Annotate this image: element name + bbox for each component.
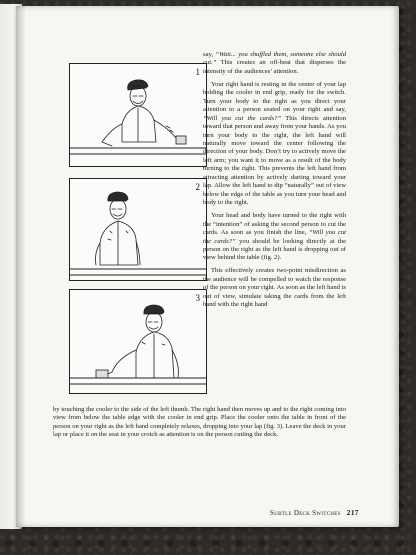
paragraph-4-continued: by touching the cooler to the side of the left thumb. The right hand then moves up and to the right coming into view from below the table edge with the cooler in end grip. Place the cooler onto the table in front of the person on your right as the left hand completely relaxes, dropping into your lap (fig. 3). Leave the deck in your lap or place it on the seat in your crotch as attention is on the person cutting the deck. [53,406,346,439]
figure-1-number: 1 [195,67,200,77]
dialogue-quote: “Wait... you shuffled them, someone else should cut.” [203,51,346,67]
paragraph-2: Your right hand is resting in the center of your lap holding the cooler in end grip, ready for the switch. Turn your body to the right as you direct your attention to a person seated on your right and say, “Will you cut the cards?” This directs attention toward that person and away from your hands. As you turn your body to the right, the left hand will naturally move toward the center following the direction of your body. Don’t try to actively move the left arm; you want it to move as a result of the body turning to the right. This prevents the left hand from attracting attention by actively darting toward your lap. Allow the left hand to dip “naturally” out of view below the edge of the table as you turn your head and body to the right. [203,80,346,207]
figure-1 [69,63,207,167]
figure-3 [69,289,207,394]
dialogue-quote: “Will you cut the cards?” [203,229,346,245]
page-number: 217 [346,508,359,517]
figure-3-number: 3 [195,293,200,303]
figure-2-number: 2 [195,182,200,192]
figure-3-illustration [70,290,206,393]
figure-1-illustration [70,64,206,166]
dialogue-quote: “Will you cut the cards?” [203,114,282,122]
text-column [203,51,346,314]
paragraph-3: Your head and body have turned to the right with the “intention” of asking the second person to cut the cards. As soon as you finish the line, “Will you cut the cards?” you should be looking directly at the person on the right as the left hand is dropping out of view behind the table (fig. 2). [203,212,347,262]
paragraph-1: say, “Wait... you shuffled them, someone else should cut.” This creates an off-beat that disperses the intensity of the audiences’ attention. [203,51,346,75]
figure-2 [69,178,207,281]
page-footer [270,508,390,517]
paragraph-4: This effectively creates two-point misdirection as the audience will be compelled to watch the response of the person on your right. As soon as the left hand is out of view, simulate taking the cards from the left hand with the right hand [203,267,346,309]
figure-2-illustration [70,179,206,280]
running-title: Subtle Deck Switches [270,509,341,517]
book-page [16,6,399,527]
